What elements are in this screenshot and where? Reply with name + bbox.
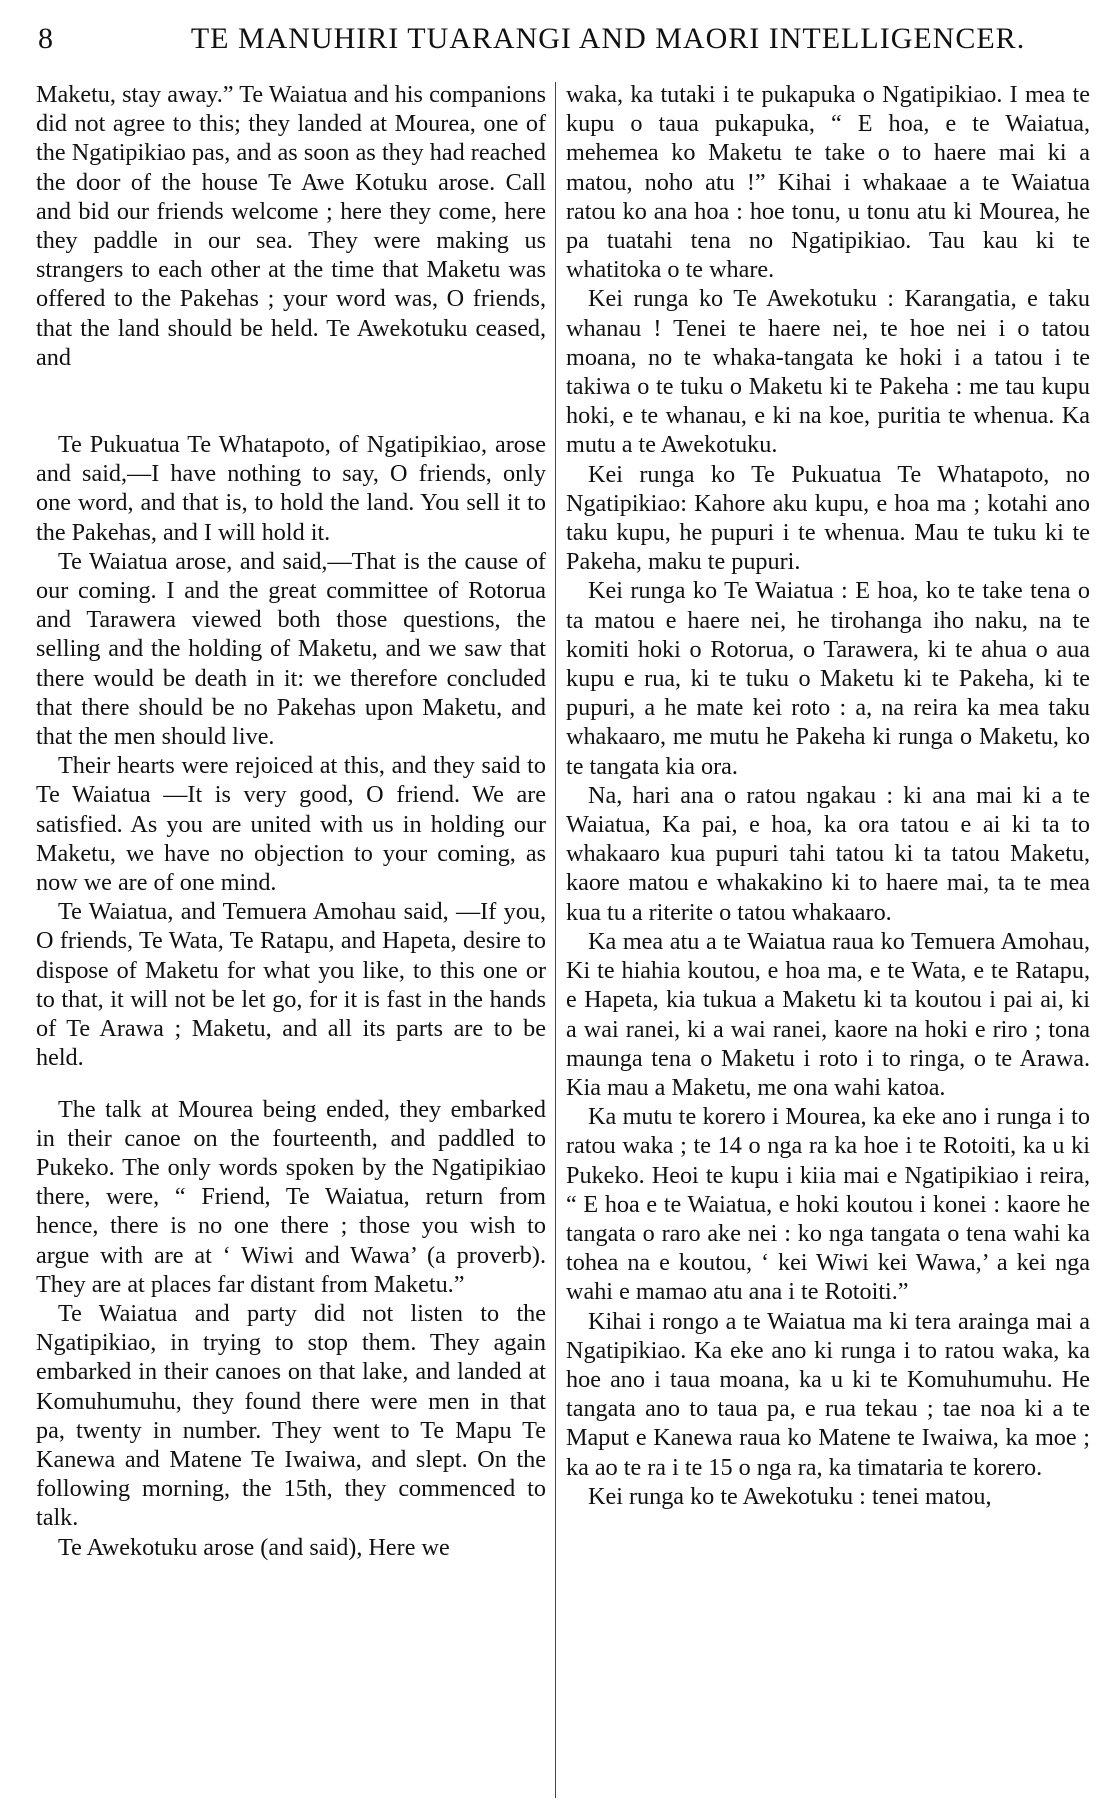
maori-paragraph: Kei runga ko Te Awekotuku : Karangatia, e taku whanau ! Tenei te haere nei, te hoe nei i o tatou moana, no te whaka-tangata ke hoki i a tatou i te takiwa o te tuku o Maketu ki te Pakeha : me tau kupu hoki, e te whanau, e ki na koe, puritia te whenua. Ka mutu a te Awekotuku. [566, 285, 1090, 459]
maori-paragraph: Ka mea atu a te Waiatua raua ko Temuera Amohau, Ki te hiahia koutou, e hoa ma, e te Wata, e te Ratapu, e Hapeta, kia tukua a Maketu ki ta koutou i pai ai, ki a wai ranei, ki a wai ranei, kaore na hoki e riro ; tona maunga tena o Maketu i roto i to ringa, o te Arawa. Kia mau a Maketu, me ona wahi katoa. [566, 927, 1090, 1101]
running-header [38, 22, 1078, 62]
column-divider [555, 82, 556, 1798]
running-title: TE MANUHIRI TUARANGI AND MAORI INTELLIGENCER. [190, 22, 1026, 55]
page-number: 8 [38, 22, 53, 55]
english-paragraph: Te Awekotuku arose (and said), Here we [58, 1533, 450, 1561]
maori-paragraph: Kei runga ko Te Waiatua : E hoa, ko te take tena o ta matou e haere nei, he tirohanga iho naku, na te komiti hoki o Rotorua, o Tarawera, ki te ahua o aua kupu e rua, ki te tuku o Maketu ki te Pakeha, ki te pupuri, a he mate kei roto : a, na reira ka mea taku whakaaro, me mutu he Pakeha ki runga o Maketu, ko te tangata kia ora. [566, 577, 1090, 780]
maori-paragraph: waka, ka tutaki i te pukapuka o Ngatipikiao. I mea te kupu o taua pukapuka, “ E hoa, e te Waiatua, mehemea ko Maketu te take o to haere mai ki a matou, noho atu !” Kihai i whakaae a te Waiatua ratou ko ana hoa : hoe tonu, u tonu atu ki Mourea, he pa tuatahi tena no Ngatipikiao. Tau kau ki te whatitoka o te whare. [566, 81, 1090, 284]
english-paragraph: Their hearts were rejoiced at this, and they said to Te Waiatua —It is very good, O friend. We are satisfied. As you are united with us in holding our Maketu, we have no objection to your coming, as now we are of one mind. [36, 752, 546, 897]
maori-paragraph: Kei runga ko te Awekotuku : tenei matou, [588, 1482, 992, 1510]
maori-paragraph: Kihai i rongo a te Waiatua ma ki tera arainga mai a Ngatipikiao. Ka eke ano ki runga i to ratou waka, ka hoe ano i taua moana, ka u ki te Komuhumuhu. He tangata ano to taua pa, e rua tekau ; tae noa ki a te Maput e Kanewa raua ko Matene te Iwaiwa, ka moe ; ka ao te ra i te 15 o nga ra, ka timataria te korero. [566, 1307, 1090, 1481]
maori-column [566, 80, 1090, 1511]
english-paragraph: Te Pukuatua Te Whatapoto, of Ngatipikiao, arose and said,—I have nothing to say, O friends, only one word, and that is, to hold the land. You sell it to the Pakehas, and I will hold it. [36, 431, 546, 546]
maori-paragraph: Na, hari ana o ratou ngakau : ki ana mai ki a te Waiatua, Ka pai, e hoa, ka ora tatou e ai ki ta to whakaaro kua pupuri tahi tatou ki ta tatou Maketu, kaore matou e whakakino ki to haere mai, ta te mea kua tu a riterite o tatou whakaaro. [566, 781, 1090, 926]
english-column [36, 80, 546, 1562]
english-paragraph: Te Waiatua and party did not listen to the Ngatipikiao, in trying to stop them. They again embarked in their canoes on that lake, and landed at Komuhumuhu, they found there were men in that pa, twenty in number. They went to Te Mapu Te Kanewa and Matene Te Iwaiwa, and slept. On the following morning, the 15th, they commenced to talk. [36, 1299, 546, 1532]
paragraph-gap [36, 372, 546, 430]
english-paragraph: The talk at Mourea being ended, they embarked in their canoe on the fourteenth, and paddled to Pukeko. The only words spoken by the Ngatipikiao there, were, “ Friend, Te Waiatua, return from hence, there is no one there ; those you wish to argue with are at ‘ Wiwi and Wawa’ (a proverb). They are at places far distant from Maketu.” [36, 1095, 546, 1298]
maori-paragraph: Kei runga ko Te Pukuatua Te Whatapoto, no Ngatipikiao: Kahore aku kupu, e hoa ma ; kotahi ano taku kupu, he pupuri i te whenua. Mau te tuku ki te Pakeha, maku te pupuri. [566, 460, 1090, 576]
english-paragraph: Te Waiatua arose, and said,—That is the cause of our coming. I and the great committee of Rotorua and Tarawera viewed both those questions, the selling and the holding of Maketu, and we saw that there would be death in it: we therefore concluded that there should be no Pakehas upon Maketu, and that the men should live. [36, 547, 546, 751]
maori-paragraph: Ka mutu te korero i Mourea, ka eke ano i runga i to ratou waka ; te 14 o nga ra ka hoe i te Rotoiti, ka u ki Pukeko. Heoi te kupu i kiia mai e Ngatipikiao i reira, “ E hoa e te Waiatua, e hoki koutou i konei : kaore he tangata o raro ake nei : ko nga tangata o tena wahi ka tohea na e koutou, ‘ kei Wiwi kei Wawa,’ a kei nga wahi e mamao atu ana i te Rotoiti.” [566, 1103, 1090, 1306]
paragraph-gap [36, 1073, 546, 1095]
english-paragraph: Te Waiatua, and Temuera Amohau said, —If you, O friends, Te Wata, Te Ratapu, and Hapeta, desire to dispose of Maketu for what you like, to this one or to that, it will not be let go, for it is fast in the hands of Te Arawa ; Maketu, and all its parts are to be held. [36, 898, 546, 1072]
english-paragraph: Maketu, stay away.” Te Waiatua and his companions did not agree to this; they landed at Mourea, one of the Ngatipikiao pas, and as soon as they had reached the door of the house Te Awe Kotuku arose. Call and bid our friends welcome ; here they come, here they paddle in our sea. They were making us strangers to each other at the time that Maketu was offered to the Pakehas ; your word was, O friends, that the land should be held. Te Awekotuku ceased, and [36, 81, 546, 371]
